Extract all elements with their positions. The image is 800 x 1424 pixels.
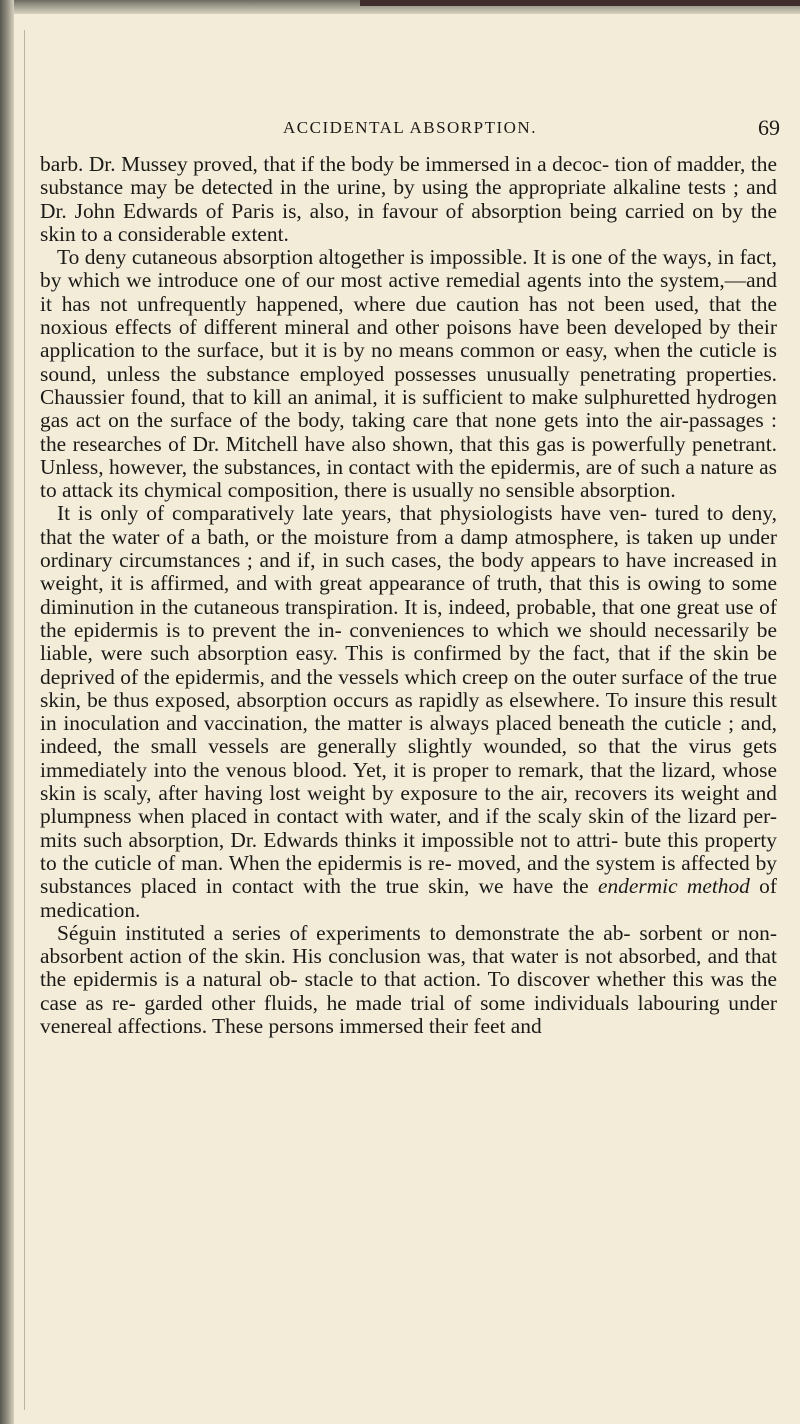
paragraph: Séguin instituted a series of experiments to demonstrate the ab- sorbent or non-absorbent action of the skin. His conclusion was, that water is not absorbed, and that the epidermis is a natural ob- stacle to that action. To discover whether this was the case as re- garded other fluids, he made trial of some individuals labouring under venereal affections. These persons immersed their feet and — [40, 920, 777, 1038]
paragraph-text: It is only of comparatively late years, that physiologists have ven- tured to deny, that the water of a bath, or the moisture from a damp atmosphere, is taken up under ordinary circumstances ; and if, in such cases, the body appears to have increased in weight, it is affirmed, and with great appearance of truth, that this is owing to some diminution in the cutaneous transpiration. It is, indeed, probable, that one great use of the epidermis is to prevent the in- conveniences to which we should necessarily be liable, were such absorption easy. This is confirmed by the fact, that if the skin be deprived of the epidermis, and the vessels which creep on the outer surface of the true skin, be thus exposed, absorption occurs as rapidly as elsewhere. To insure this result in inoculation and vaccination, the matter is always placed beneath the cuticle ; and, indeed, the small vessels are generally slightly wounded, so that the virus gets immediately into the venous blood. Yet, it is proper to remark, that the lizard, whose skin is scaly, after having lost weight by exposure to the air, recovers its weight and plumpness when placed in contact with water, and if the scaly skin of the lizard per- mits such absorption, Dr. Edwards thinks it impossible not to attri- bute this property to the cuticle of man. When the epidermis is re- moved, and the system is affected by substances placed in contact with the true skin, we have the — [40, 501, 777, 899]
scan-top-binding — [360, 0, 800, 6]
scan-left-edge — [0, 0, 14, 1424]
page-gutter-line — [24, 30, 25, 1410]
page-number: 69 — [758, 115, 780, 140]
running-title: ACCIDENTAL ABSORPTION. — [283, 118, 537, 137]
paragraph — [40, 502, 777, 921]
paragraph: To deny cutaneous absorption altogether is impossible. It is one of the ways, in fact, by which we introduce one of our most active remedial agents into the system,—and it has not unfrequently happened, where due caution has not been used, that the noxious effects of different mineral and other poisons have been developed by their application to the surface, but it is by no means common or easy, when the cuticle is sound, unless the substance employed possesses unusually penetrating properties. Chaussier found, that to kill an animal, it is sufficient to make sulphuretted hydrogen gas act on the surface of the body, taking care that none gets into the air-passages : the researches of Dr. Mitchell have also shown, that this gas is powerfully penetrant. Unless, however, the substances, in contact with the epidermis, are of such a nature as to attack its chymical composition, there is usually no sensible absorption. — [40, 245, 777, 503]
running-head — [40, 115, 780, 148]
body-text — [40, 153, 777, 1038]
paragraph: barb. Dr. Mussey proved, that if the body be immersed in a decoc- tion of madder, the substance may be detected in the urine, by using the appropriate alkaline tests ; and Dr. John Edwards of Paris is, also, in favour of absorption being carried on by the skin to a considerable extent. — [40, 152, 777, 246]
paragraph-text-end: of medication. — [40, 874, 777, 922]
italic-term: endermic method — [597, 874, 750, 899]
